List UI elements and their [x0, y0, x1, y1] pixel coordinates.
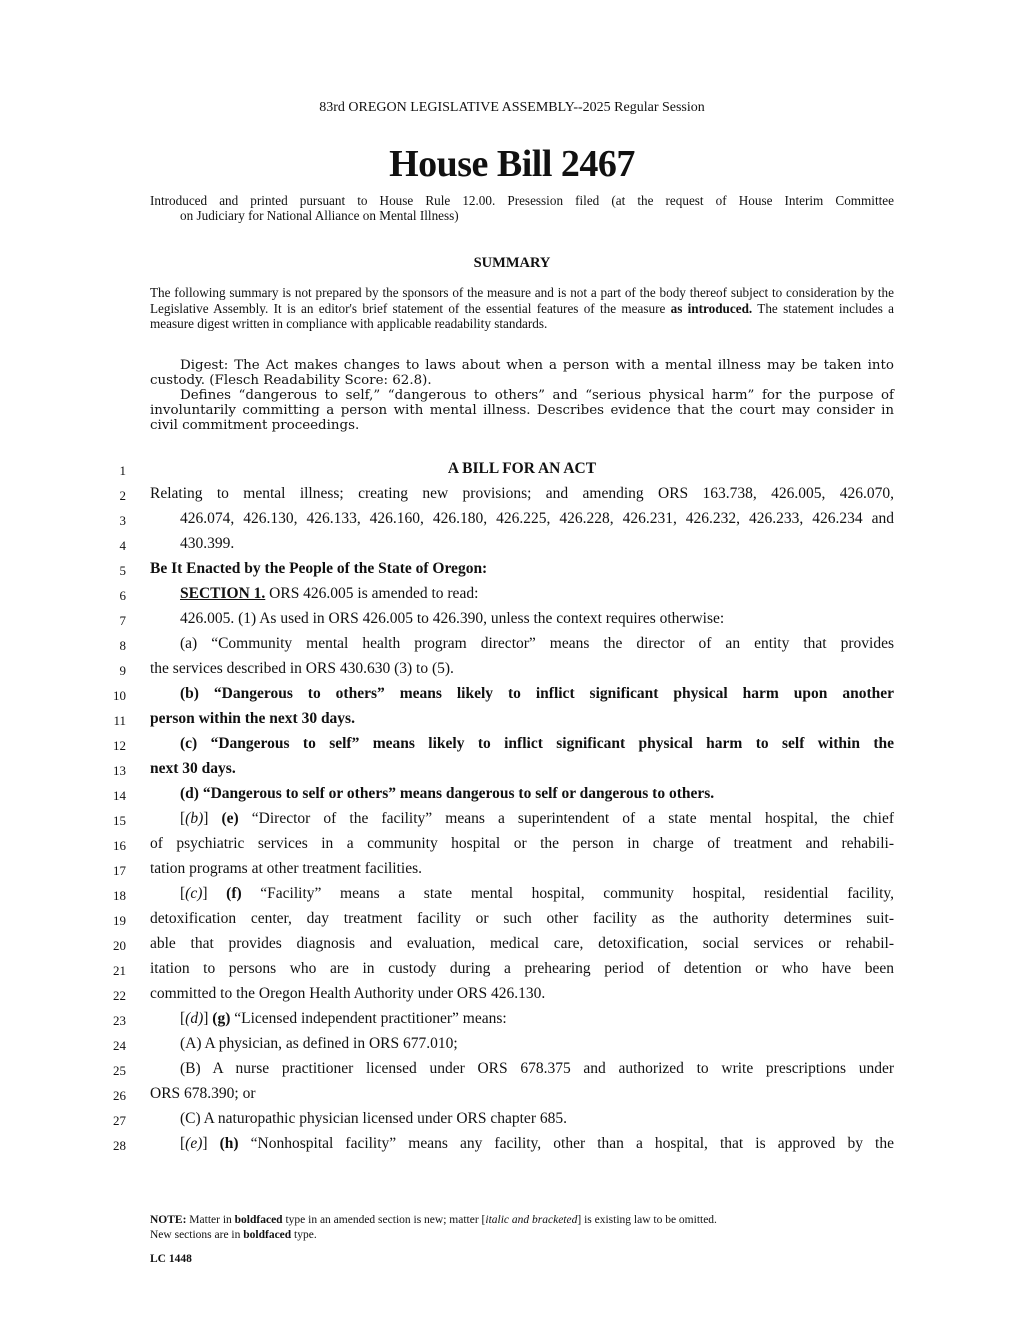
line-number: 15 [113, 813, 126, 828]
line-text: (c) “Dangerous to self” means likely to inflict significant physical harm to self within the [180, 735, 894, 752]
note-text: New sections are in [150, 1229, 244, 1241]
bracket-open: [ [180, 885, 186, 902]
line [0, 1083, 1024, 1108]
line [0, 558, 1024, 583]
line-number: 24 [113, 1038, 126, 1053]
line-number: 6 [119, 588, 126, 603]
digest [150, 358, 894, 433]
line [0, 958, 1024, 983]
deleted-text: (d) [185, 1010, 204, 1027]
line-text: of psychiatric services in a community hospital or the person in charge of treatment and rehabili- [150, 835, 894, 852]
deleted-text: (b) [185, 810, 204, 827]
line-number: 10 [113, 688, 126, 703]
line-text: (a) “Community mental health program director” means the director of an entity that provides [180, 635, 894, 652]
line-text: next 30 days. [150, 760, 236, 777]
line [0, 1058, 1024, 1083]
line-text: person within the next 30 days. [150, 710, 355, 727]
digest-paragraph-2: Defines “dangerous to self,” “dangerous to others” and “serious physical harm” for the purpose of involuntarily committing a person with mental illness. Describes evidence that the court may consider in civil commitment proceedings. [150, 388, 894, 433]
new-text: (h) [219, 1135, 239, 1152]
line-text-rest: “Licensed independent practitioner” means: [230, 1010, 507, 1027]
line [0, 608, 1024, 633]
bracket-close: ] [202, 885, 227, 902]
summary-text-b: The statement includes a measure digest written in compliance with applicable readability standards. [150, 300, 894, 331]
section-1-text: ORS 426.005 is amended to read: [265, 585, 479, 602]
line-number: 3 [119, 513, 126, 528]
summary-text-a: The following summary is not prepared by the sponsors of the measure and is not a part of the body thereof subject to consideration by the Legislative Assembly. It is an editor's brief statement of the essential features of the measure [150, 285, 894, 316]
line-text [180, 585, 894, 603]
line-text: (b) “Dangerous to others” means likely to inflict significant physical harm upon another [180, 685, 894, 702]
section-1-label: SECTION 1. [180, 585, 266, 602]
note-text: type. [291, 1229, 317, 1241]
line [0, 908, 1024, 933]
line-text: Relating to mental illness; creating new provisions; and amending ORS 163.738, 426.005, 426.070, [150, 485, 894, 502]
deleted-text: (c) [185, 885, 203, 902]
new-text: (g) [212, 1010, 231, 1027]
line-text: (d) “Dangerous to self or others” means dangerous to self or dangerous to others. [180, 785, 715, 802]
summary-heading: SUMMARY [473, 255, 551, 271]
line [0, 1008, 1024, 1033]
line [0, 933, 1024, 958]
line [0, 483, 1024, 508]
line-text [180, 1135, 894, 1153]
line-number: 8 [119, 638, 126, 653]
bill-title: House Bill 2467 [389, 143, 635, 185]
line [0, 1033, 1024, 1058]
note-text: ] is existing law to be omitted. [577, 1214, 717, 1226]
line-number: 7 [119, 613, 126, 628]
line [0, 1133, 1024, 1158]
line-text: 430.399. [180, 535, 235, 552]
line [0, 758, 1024, 783]
line-number: 12 [113, 738, 126, 753]
bracket-close: ] [202, 1135, 220, 1152]
line [0, 583, 1024, 608]
line [0, 683, 1024, 708]
line-number: 25 [113, 1063, 126, 1078]
line [0, 533, 1024, 558]
line-text: (B) A nurse practitioner licensed under ORS 678.375 and authorized to write prescriptions under [180, 1060, 894, 1077]
line-number: 16 [113, 838, 126, 853]
line [0, 833, 1024, 858]
line-text-rest: “Nonhospital facility” means any facility, other than a hospital, that is approved by the [238, 1135, 894, 1152]
line-number: 23 [113, 1013, 126, 1028]
line-number: 9 [119, 663, 126, 678]
line-text: committed to the Oregon Health Authority under ORS 426.130. [150, 985, 546, 1002]
line-text: detoxification center, day treatment facility or such other facility as the authority determines suit- [150, 910, 894, 927]
line [0, 783, 1024, 808]
note-bold: boldfaced [234, 1214, 283, 1226]
line-number: 11 [113, 713, 126, 728]
line-number: 26 [113, 1088, 126, 1103]
line-text: able that provides diagnosis and evaluation, medical care, detoxification, social services or rehabil- [150, 935, 894, 952]
bill-for-an-act: A BILL FOR AN ACT [447, 460, 597, 477]
line [0, 458, 1024, 483]
bracket-open: [ [180, 1010, 186, 1027]
line-number: 2 [119, 488, 126, 503]
line [0, 733, 1024, 758]
line [0, 883, 1024, 908]
note-text: type in an amended section is new; matter [ [282, 1214, 486, 1226]
line-number: 1 [119, 463, 126, 478]
summary-text [150, 285, 894, 332]
session-header: 83rd OREGON LEGISLATIVE ASSEMBLY--2025 Regular Session [319, 100, 705, 115]
line-text-rest: “Facility” means a state mental hospital, community hospital, residential facility, [241, 885, 894, 902]
line-text: (A) A physician, as defined in ORS 677.010; [180, 1035, 458, 1052]
line-text-rest: “Director of the facility” means a superintendent of a state mental hospital, the chief [238, 810, 894, 827]
line [0, 1108, 1024, 1133]
bracket-close: ] [203, 810, 222, 827]
introduction-statement [150, 193, 894, 223]
line [0, 708, 1024, 733]
note-bold: boldfaced [243, 1229, 292, 1241]
line-number: 13 [113, 763, 126, 778]
intro-line-1: Introduced and printed pursuant to House Rule 12.00. Presession filed (at the request of House Interim Committee [150, 193, 894, 208]
line-number: 4 [119, 538, 126, 553]
line [0, 658, 1024, 683]
line-number: 28 [113, 1138, 126, 1153]
note-text: Matter in [186, 1214, 235, 1226]
summary-as-introduced: as introduced. [670, 300, 753, 316]
line-number: 22 [113, 988, 126, 1003]
line-number: 17 [113, 863, 126, 878]
deleted-text: (e) [185, 1135, 203, 1152]
line-text [180, 885, 894, 903]
lc-number: LC 1448 [150, 1253, 192, 1265]
line [0, 633, 1024, 658]
intro-line-2: on Judiciary for National Alliance on Mental Illness) [180, 208, 459, 223]
note-label: NOTE: [150, 1214, 187, 1226]
new-text: (e) [221, 810, 239, 827]
line-text: (C) A naturopathic physician licensed under ORS chapter 685. [180, 1110, 567, 1127]
enacting-clause: Be It Enacted by the People of the State of Oregon: [150, 560, 488, 577]
bracket-open: [ [180, 810, 186, 827]
line-number: 21 [113, 963, 126, 978]
line [0, 983, 1024, 1008]
line-number: 20 [113, 938, 126, 953]
line-number: 5 [119, 563, 126, 578]
line-text: tation programs at other treatment facilities. [150, 860, 423, 877]
line-text [180, 810, 894, 828]
note-line-1 [150, 1213, 910, 1228]
digest-paragraph-1: Digest: The Act makes changes to laws about when a person with a mental illness may be taken into custody. (Flesch Readability Score: 62.8). [150, 358, 894, 388]
line-text: 426.005. (1) As used in ORS 426.005 to 426.390, unless the context requires otherwise: [180, 610, 725, 627]
bracket-open: [ [180, 1135, 186, 1152]
line-number: 14 [113, 788, 126, 803]
bracket-close: ] [203, 1010, 213, 1027]
note-line-2 [150, 1228, 910, 1243]
line-number: 19 [113, 913, 126, 928]
footer-note [150, 1213, 910, 1243]
line-text: the services described in ORS 430.630 (3) to (5). [150, 660, 454, 677]
line [0, 508, 1024, 533]
line-number: 18 [113, 888, 126, 903]
line-text: itation to persons who are in custody during a prehearing period of detention or who have been [150, 960, 894, 977]
line-text: ORS 678.390; or [150, 1085, 256, 1102]
line [0, 858, 1024, 883]
new-text: (f) [226, 885, 242, 902]
line-text [180, 1010, 894, 1028]
line-number: 27 [113, 1113, 126, 1128]
line [0, 808, 1024, 833]
note-italic: italic and bracketed [485, 1214, 578, 1226]
line-text: 426.074, 426.130, 426.133, 426.160, 426.180, 426.225, 426.228, 426.231, 426.232, 426.233, 426.234 and [180, 510, 894, 527]
